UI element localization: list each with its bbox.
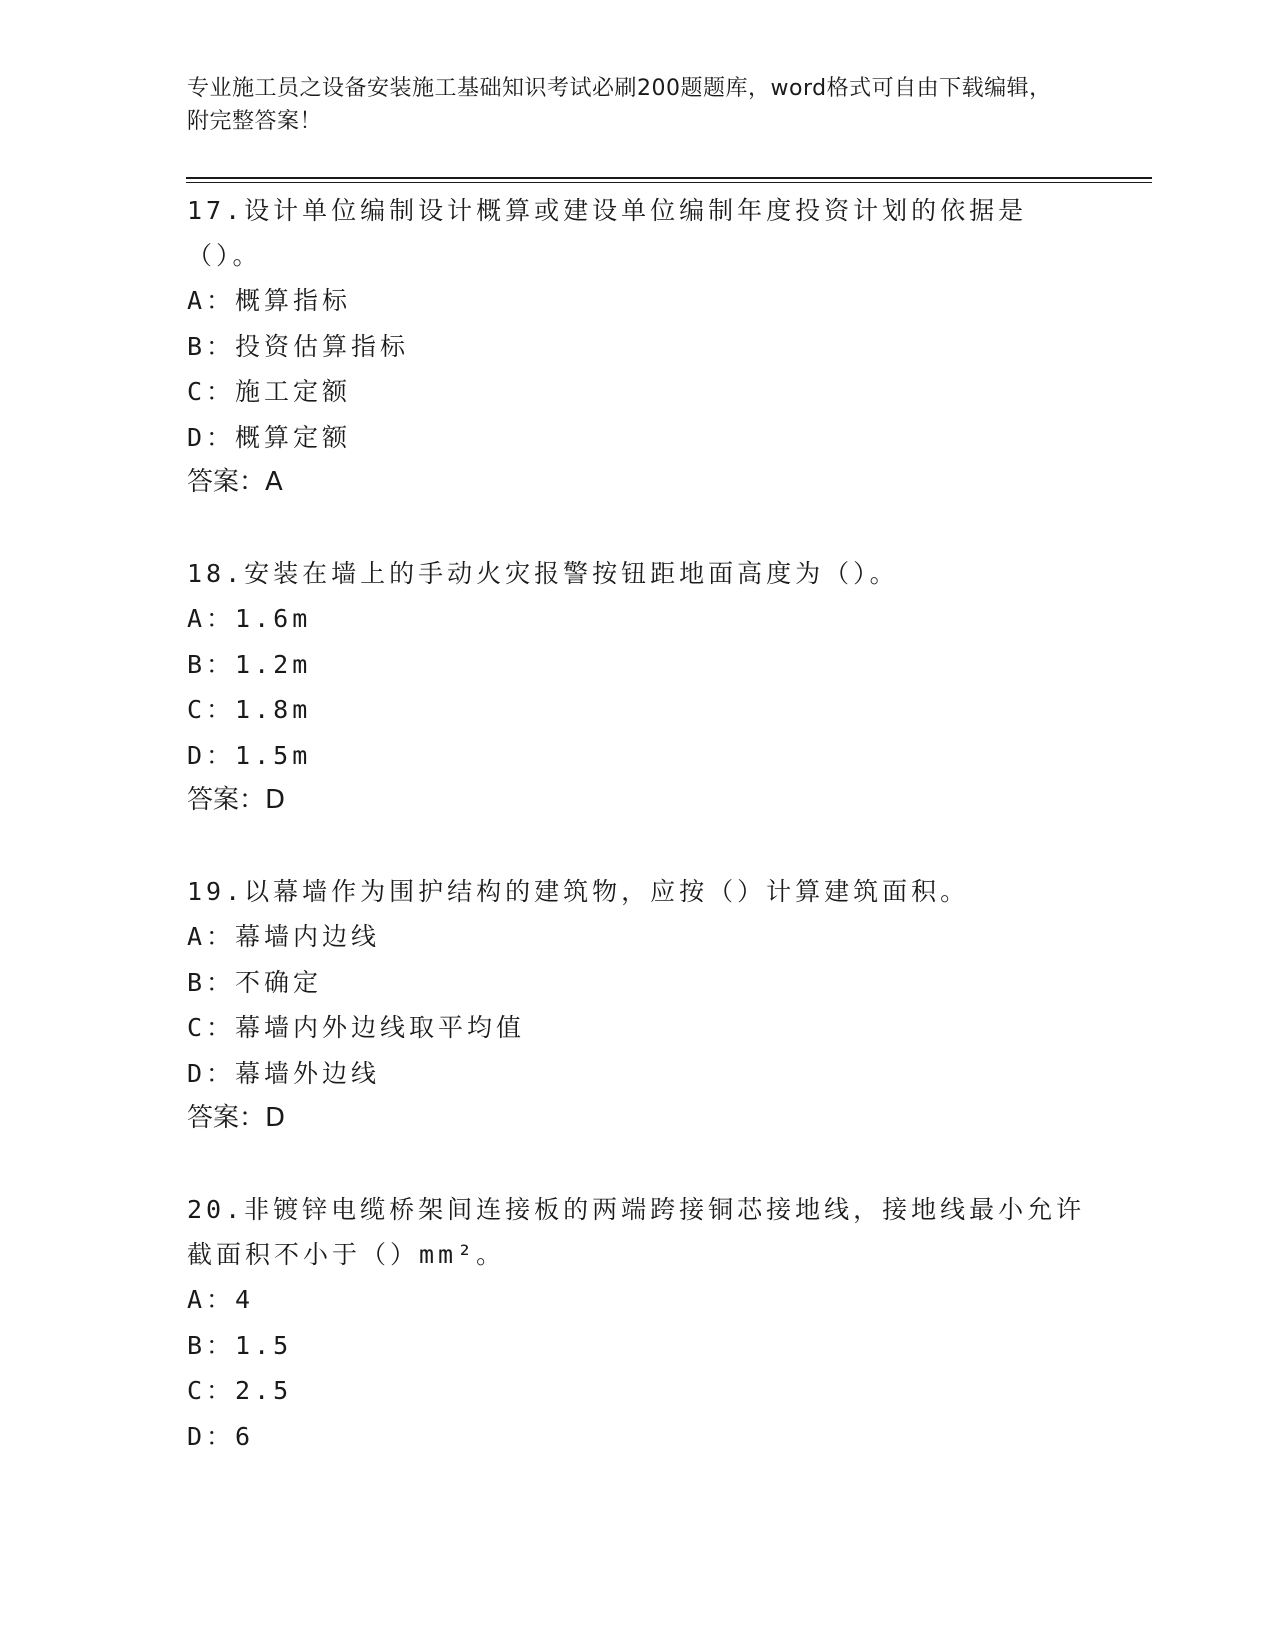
option-b: B：1.5 bbox=[187, 1330, 293, 1360]
option-c: C：1.8m bbox=[187, 695, 312, 724]
header-divider-thin bbox=[186, 182, 1152, 183]
question-17 bbox=[187, 188, 1087, 505]
question-list bbox=[187, 188, 1087, 1505]
option-a: A：4 bbox=[187, 1285, 255, 1314]
answer: 答案：D bbox=[187, 1103, 286, 1133]
question-18 bbox=[187, 551, 1087, 823]
question-stem: 20.非镀锌电缆桥架间连接板的两端跨接铜芯接地线，接地线最小允许截面积不小于（）mm²。 bbox=[187, 1195, 1086, 1269]
option-c: C：幕墙内外边线取平均值 bbox=[187, 1013, 526, 1042]
question-20 bbox=[187, 1187, 1087, 1459]
question-stem: 18.安装在墙上的手动火灾报警按钮距地面高度为（）。 bbox=[187, 559, 899, 588]
option-b: B：1.2m bbox=[187, 649, 312, 679]
question-stem: 17.设计单位编制设计概算或建设单位编制年度投资计划的依据是（）。 bbox=[187, 196, 1028, 270]
option-a: A：1.6m bbox=[187, 604, 312, 633]
question-19 bbox=[187, 869, 1087, 1141]
document-header bbox=[187, 72, 1067, 138]
answer: 答案：D bbox=[187, 785, 286, 815]
question-stem: 19.以幕墙作为围护结构的建筑物，应按（）计算建筑面积。 bbox=[187, 877, 970, 906]
option-c: C：2.5 bbox=[187, 1376, 293, 1405]
option-a: A：概算指标 bbox=[187, 286, 352, 315]
option-b: B：投资估算指标 bbox=[187, 331, 410, 361]
header-title: 专业施工员之设备安装施工基础知识考试必刷200题题库，word格式可自由下载编辑，附完整答案！ bbox=[187, 76, 1052, 134]
option-b: B：不确定 bbox=[187, 967, 323, 997]
option-d: D：6 bbox=[187, 1421, 255, 1451]
option-c: C：施工定额 bbox=[187, 377, 352, 406]
option-d: D：1.5m bbox=[187, 740, 312, 770]
option-a: A：幕墙内边线 bbox=[187, 922, 381, 951]
answer: 答案：A bbox=[187, 467, 283, 497]
option-d: D：概算定额 bbox=[187, 422, 352, 452]
header-divider-thick bbox=[186, 177, 1152, 179]
option-d: D：幕墙外边线 bbox=[187, 1058, 381, 1088]
